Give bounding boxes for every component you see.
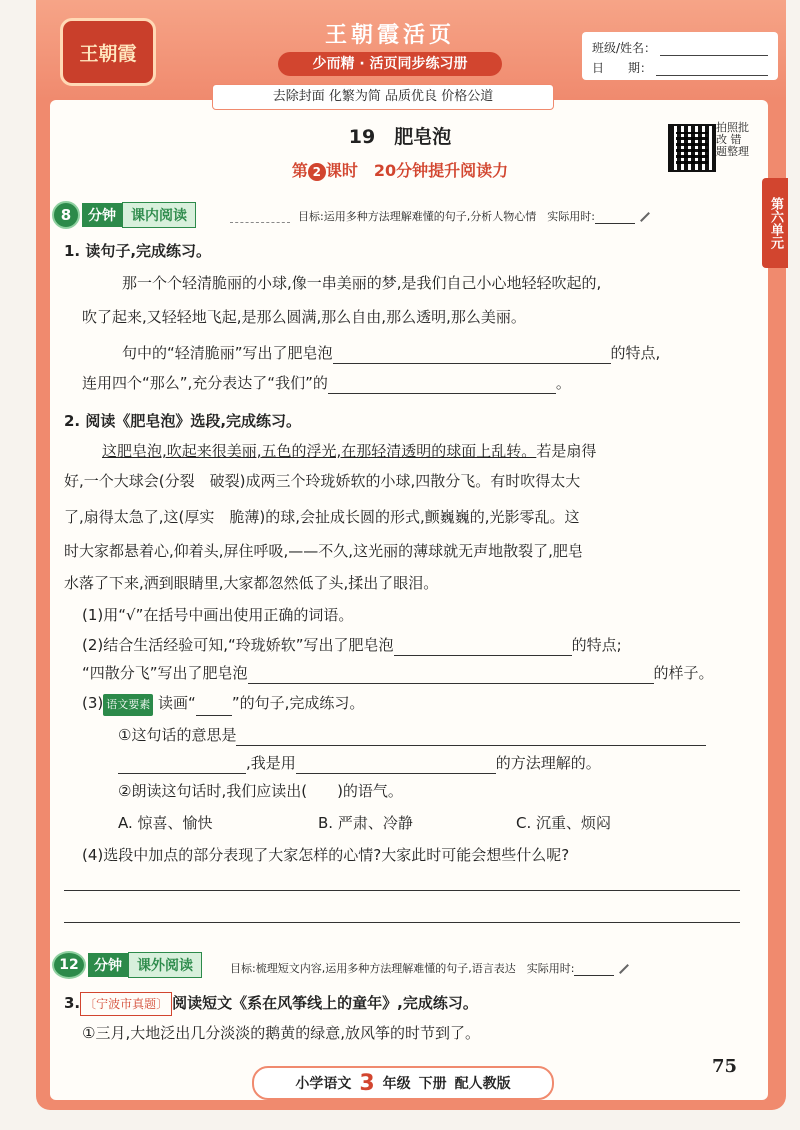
q3-passage-line: ①三月,大地泛出几分淡淡的鹅黄的绿意,放风筝的时节到了。	[82, 1024, 480, 1042]
answer-blank[interactable]	[248, 667, 654, 684]
q1-prompt-text: 的特点,	[610, 344, 661, 362]
option-b[interactable]: B. 严肃、冷静	[318, 814, 413, 832]
underline-sample	[196, 699, 232, 716]
answer-blank[interactable]	[296, 757, 496, 774]
q1-prompt-a	[122, 342, 660, 364]
q2-choice-2: ②朗读这句话时,我们应读出( )的语气。	[118, 782, 403, 800]
answer-blank[interactable]	[394, 639, 572, 656]
q1-prompt-text: 。	[555, 374, 571, 392]
slogan: 去除封面 化繁为简 品质优良 价格公道	[212, 84, 554, 110]
actual-time-field[interactable]	[574, 965, 614, 976]
option-a[interactable]: A. 惊喜、愉快	[118, 814, 213, 832]
footer-grade: 3	[359, 1070, 375, 1096]
brand-subtitle: 少而精 · 活页同步练习册	[278, 52, 502, 76]
q1-prompt-text: 连用四个“那么”,充分表达了“我们”的	[82, 374, 328, 392]
section-minutes-label: 分钟	[82, 203, 122, 227]
section-name: 课内阅读	[122, 202, 196, 228]
question-3	[64, 992, 478, 1016]
q2-passage-text: 若是扇得	[536, 442, 597, 460]
footer-banner	[252, 1066, 554, 1100]
student-info-box	[582, 32, 778, 80]
answer-line[interactable]	[64, 922, 740, 923]
class-name-label: 班级/姓名：	[592, 41, 657, 55]
literacy-tag: 语文要素	[103, 694, 153, 716]
answer-blank[interactable]	[118, 757, 246, 774]
unit-side-tab: 第六单元	[762, 178, 788, 268]
pen-icon	[619, 964, 629, 974]
q2-sub-4: (4)选段中加点的部分表现了大家怎样的心情?大家此时可能会想些什么呢?	[82, 846, 570, 864]
section-minutes-label: 分钟	[88, 953, 128, 977]
footer-grade-suffix: 年级	[382, 1076, 411, 1092]
underlined-sentence: 这肥皂泡,吹起来很美丽,五色的浮光,在那轻清透明的球面上乱转。	[102, 442, 537, 460]
q2-choice-text: ,我是用	[246, 754, 296, 772]
brand-logo: 王朝霞	[60, 18, 156, 86]
brand-name: 王朝霞活页	[324, 22, 455, 48]
date-field[interactable]	[656, 63, 768, 76]
page-number: 75	[712, 1056, 738, 1077]
section-minutes-badge: 12	[52, 951, 86, 979]
q2-choice-text: ①这句话的意思是	[118, 726, 237, 744]
lesson-prefix: 第	[291, 161, 308, 180]
section-goal-text: 目标:梳理短文内容,运用多种方法理解难懂的句子,语言表达 实际用时:	[230, 962, 575, 975]
q2-sub-text: (2)结合生活经验可知,“玲珑娇软”写出了肥皂泡	[82, 636, 394, 654]
lesson-suffix: 课时 20分钟提升阅读力	[325, 161, 509, 180]
footer-edition: 配人教版	[454, 1076, 511, 1092]
q2-sub-text: 的样子。	[653, 664, 714, 682]
q2-passage-line: 了,扇得太急了,这(厚实 脆薄)的球,会扯成长圆的形式,颤巍巍的,光影零乱。这	[64, 508, 580, 526]
question-3-label: 阅读短文《系在风筝线上的童年》,完成练习。	[172, 994, 478, 1012]
question-3-number: 3.	[64, 994, 81, 1012]
section-divider	[230, 222, 290, 223]
q2-passage-line: 好,一个大球会(分裂 破裂)成两三个玲珑娇软的小球,四散分飞。有时吹得太大	[64, 472, 581, 490]
section-goal	[298, 208, 651, 224]
q2-sub-text: ”的句子,完成练习。	[231, 694, 365, 712]
q2-sub-1: (1)用“√”在括号中画出使用正确的词语。	[82, 606, 354, 624]
question-2-label: 2. 阅读《肥皂泡》选段,完成练习。	[64, 412, 302, 430]
q2-sub-3	[82, 692, 364, 716]
actual-time-field[interactable]	[595, 213, 635, 224]
q1-passage-line: 那一个个轻清脆丽的小球,像一串美丽的梦,是我们自己小心地轻轻吹起的,	[122, 274, 602, 292]
lesson-title: 19 肥皂泡	[348, 126, 452, 148]
section-name: 课外阅读	[128, 952, 202, 978]
q2-passage-line: 水落了下来,洒到眼睛里,大家都忽然低了头,揉出了眼泪。	[64, 574, 439, 592]
class-name-row	[592, 36, 768, 56]
option-c[interactable]: C. 沉重、烦闷	[516, 814, 612, 832]
pen-icon	[640, 212, 650, 222]
q1-prompt-text: 句中的“轻清脆丽”写出了肥皂泡	[122, 344, 333, 362]
q2-sub-text: “四散分飞”写出了肥皂泡	[82, 664, 248, 682]
date-row	[592, 56, 768, 76]
section-extra-header	[52, 952, 202, 978]
q2-passage-line: 时大家都悬着心,仰着头,屏住呼吸,——不久,这光丽的薄球就无声地散裂了,肥皂	[64, 542, 583, 560]
class-name-field[interactable]	[660, 43, 768, 56]
footer-term: 下册	[418, 1076, 447, 1092]
section-goal-text: 目标:运用多种方法理解难懂的句子,分析人物心情 实际用时:	[298, 210, 595, 223]
q1-prompt-b	[82, 372, 571, 394]
q2-choice-1	[118, 724, 706, 746]
brand-block	[278, 20, 502, 76]
answer-blank[interactable]	[328, 377, 556, 394]
section-inclass-header	[52, 202, 196, 228]
q2-sub-2b	[82, 662, 714, 684]
lesson-number: 2	[308, 163, 326, 181]
q2-sub-text: 的特点;	[571, 636, 622, 654]
q2-sub-text: 读画“	[158, 694, 196, 712]
q2-choice-text: 的方法理解的。	[495, 754, 601, 772]
question-1-label: 1. 读句子,完成练习。	[64, 242, 212, 260]
answer-line[interactable]	[64, 890, 740, 891]
q2-passage-line	[102, 440, 596, 462]
q2-choice-1b	[118, 752, 601, 774]
footer-subject: 小学语文	[295, 1076, 352, 1092]
section-goal	[230, 960, 630, 976]
q1-passage-line: 吹了起来,又轻轻地飞起,是那么圆满,那么自由,那么透明,那么美丽。	[82, 308, 526, 326]
section-minutes-badge: 8	[52, 201, 80, 229]
date-label: 日 期：	[592, 61, 653, 75]
answer-blank[interactable]	[236, 729, 706, 746]
lesson-subtitle	[0, 158, 800, 181]
qr-caption: 拍照批改 错题整理	[716, 121, 749, 158]
q2-sub-2	[82, 634, 622, 656]
q2-sub-text: (3)	[82, 694, 104, 712]
answer-blank[interactable]	[333, 347, 611, 364]
source-tag: 〔宁波市真题〕	[80, 992, 172, 1016]
